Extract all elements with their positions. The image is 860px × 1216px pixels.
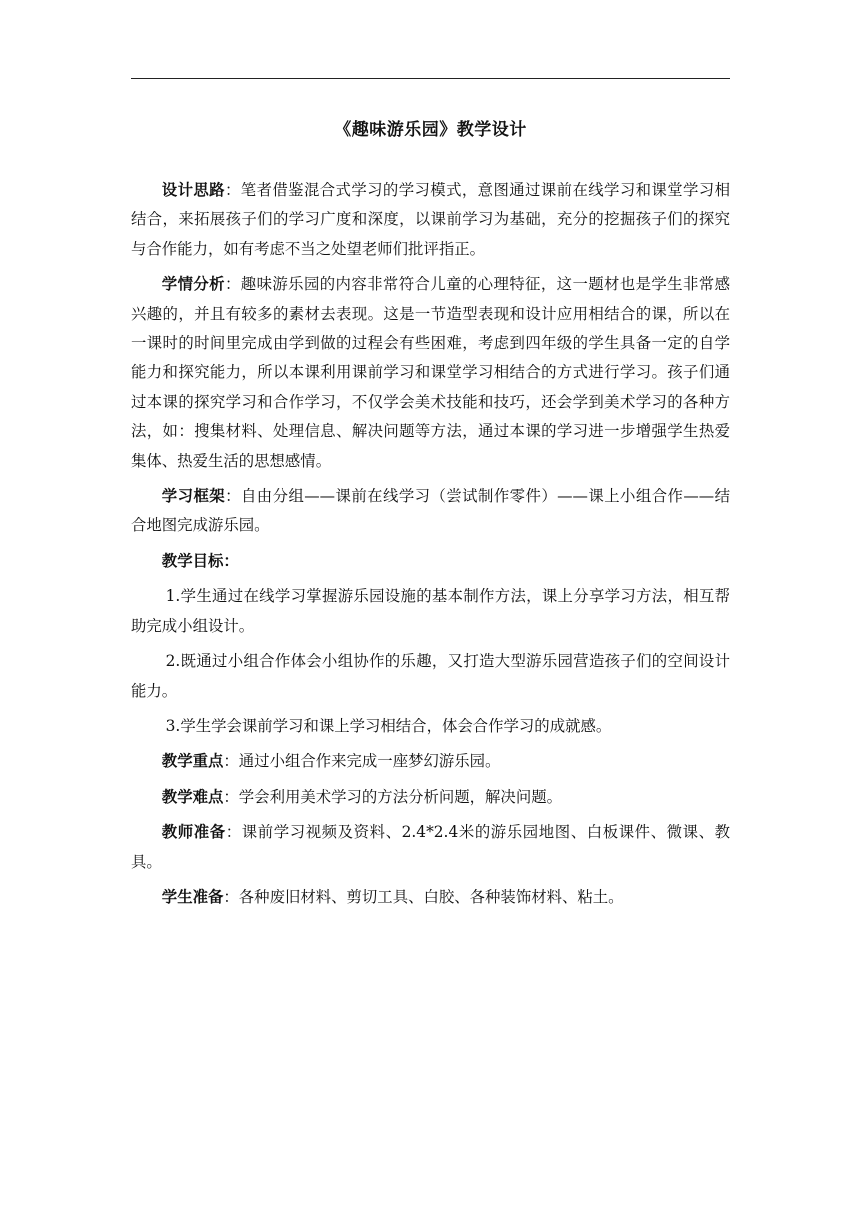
- label-separator: ：: [223, 551, 239, 570]
- label-separator: ：: [225, 487, 241, 506]
- goal-item-1: 1.学生通过在线学习掌握游乐园设施的基本制作方法，课上分享学习方法，相互帮助完成小组设计。: [131, 587, 730, 635]
- label-separator: ：: [224, 275, 241, 294]
- paragraph-label: 设计思路: [161, 181, 225, 199]
- label-separator: ：: [223, 787, 239, 806]
- paragraph-label: 学生准备: [161, 887, 224, 906]
- goal-item-3: 3.学生学会课前学习和课上学习相结合，体会合作学习的成就感。: [165, 716, 612, 735]
- paragraph-key-point: [131, 747, 730, 776]
- paragraph-teacher-preparation: [131, 818, 730, 877]
- paragraph-text: 课前学习视频及资料、2.4*2.4米的游乐园地图、白板课件、微课、教具。: [131, 823, 730, 871]
- paragraph-text: 笔者借鉴混合式学习的学习模式，意图通过课前在线学习和课堂学习相结合，来拓展孩子们的学习广度和深度，以课前学习为基础，充分的挖掘孩子们的探究与合作能力，如有考虑不当之处望老师们批评指正。: [131, 181, 730, 258]
- header-rule: [131, 78, 730, 79]
- paragraph-text: 各种废旧材料、剪切工具、白胶、各种装饰材料、粘土。: [238, 887, 624, 906]
- document-body: [131, 176, 730, 912]
- paragraph-label: 教学重点: [161, 752, 224, 771]
- paragraph-teaching-goals-heading: [131, 547, 730, 576]
- paragraph-text: 通过小组合作来完成一座梦幻游乐园。: [238, 752, 501, 771]
- paragraph-learning-framework: [131, 482, 730, 541]
- paragraph-student-preparation: [131, 883, 730, 912]
- paragraph-text: 自由分组——课前在线学习（尝试制作零件）——课上小组合作——结合地图完成游乐园。: [131, 487, 730, 535]
- document-title: 《趣味游乐园》教学设计: [334, 120, 527, 140]
- label-separator: ：: [223, 887, 239, 906]
- label-separator: ：: [223, 752, 239, 771]
- paragraph-label: 教学难点: [161, 787, 224, 806]
- paragraph-difficult-point: [131, 783, 730, 812]
- goal-item-2: 2.既通过小组合作体会小组协作的乐趣，又打造大型游乐园营造孩子们的空间设计能力。: [131, 652, 730, 700]
- paragraph-label: 教师准备: [161, 823, 226, 842]
- paragraph-label: 教学目标: [161, 551, 224, 570]
- paragraph-label: 学情分析: [161, 275, 225, 294]
- paragraph-text: 趣味游乐园的内容非常符合儿童的心理特征，这一题材也是学生非常感兴趣的，并且有较多的素材去表现。这是一节造型表现和设计应用相结合的课，所以在一课时的时间里完成由学到做的过程会有些困难，考虑到四年级的学生具备一定的自学能力和探究能力，所以本课利用课前学习和课堂学习相结合的方式进行学习。孩子们通过本课的探究学习和合作学习，不仅学会美术技能和技巧，还会学到美术学习的各种方法，如：搜集材料、处理信息、解决问题等方法，通过本课的学习进一步增强学生热爱集体、热爱生活的思想感情。: [131, 275, 730, 470]
- paragraph-design-idea: [131, 176, 730, 264]
- label-separator: ：: [224, 181, 241, 199]
- paragraph-label: 学习框架: [161, 487, 226, 506]
- paragraph-learner-analysis: [131, 270, 730, 476]
- label-separator: ：: [225, 823, 242, 842]
- paragraph-text: 学会利用美术学习的方法分析问题，解决问题。: [238, 787, 562, 806]
